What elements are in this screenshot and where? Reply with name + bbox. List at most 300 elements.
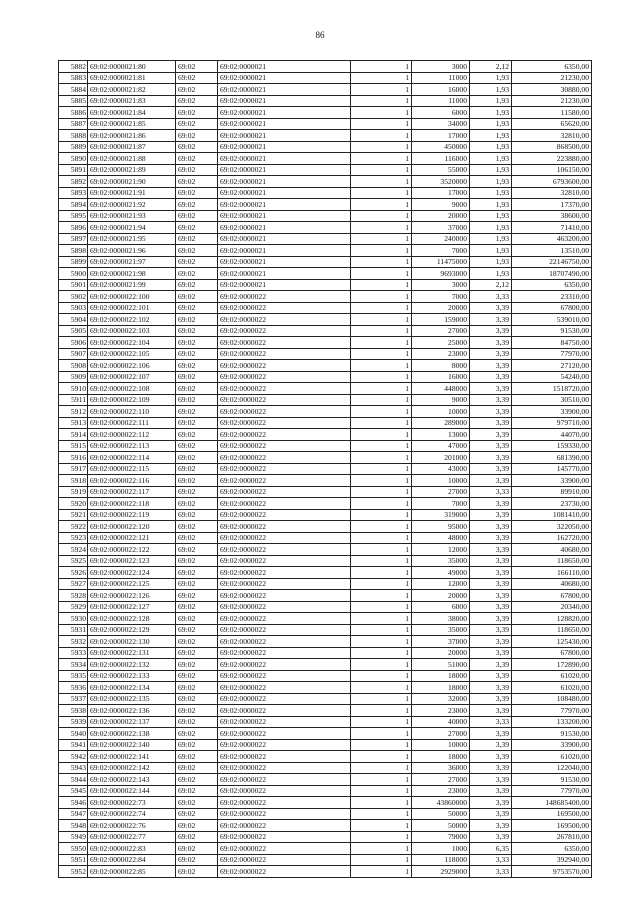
cadastral-number-cell: 69:02:0000022:142 (88, 762, 176, 774)
cadastral-number-cell: 69:02:0000022:83 (88, 843, 176, 855)
rate-cell: 1,93 (470, 107, 512, 119)
cadastral-quarter-cell: 69:02:0000022 (218, 624, 351, 636)
count-cell: 1 (351, 164, 412, 176)
district-code-cell: 69:02 (176, 509, 218, 521)
district-code-cell: 69:02 (176, 601, 218, 613)
area-cell: 3520000 (412, 176, 470, 188)
value-cell: 145770,00 (512, 463, 592, 475)
rate-cell: 1,93 (470, 222, 512, 234)
table-row (59, 233, 592, 245)
row-number-cell: 5895 (59, 210, 88, 222)
district-code-cell: 69:02 (176, 751, 218, 763)
cadastral-number-cell: 69:02:0000021:98 (88, 268, 176, 280)
cadastral-quarter-cell: 69:02:0000021 (218, 245, 351, 257)
rate-cell: 3,39 (470, 509, 512, 521)
value-cell: 23310,00 (512, 291, 592, 303)
table-row (59, 854, 592, 866)
table-row (59, 118, 592, 130)
table-row (59, 429, 592, 441)
rate-cell: 3,39 (470, 659, 512, 671)
cadastral-quarter-cell: 69:02:0000021 (218, 141, 351, 153)
table-row (59, 394, 592, 406)
area-cell: 20000 (412, 647, 470, 659)
district-code-cell: 69:02 (176, 486, 218, 498)
value-cell: 77970,00 (512, 705, 592, 717)
area-cell: 17000 (412, 187, 470, 199)
value-cell: 172890,00 (512, 659, 592, 671)
area-cell: 23000 (412, 705, 470, 717)
count-cell: 1 (351, 475, 412, 487)
count-cell: 1 (351, 383, 412, 395)
area-cell: 2929000 (412, 866, 470, 878)
cadastral-quarter-cell: 69:02:0000022 (218, 509, 351, 521)
area-cell: 79000 (412, 831, 470, 843)
district-code-cell: 69:02 (176, 808, 218, 820)
rate-cell: 6,35 (470, 843, 512, 855)
cadastral-quarter-cell: 69:02:0000022 (218, 360, 351, 372)
rate-cell: 3,33 (470, 486, 512, 498)
rate-cell: 3,39 (470, 498, 512, 510)
cadastral-number-cell: 69:02:0000022:100 (88, 291, 176, 303)
count-cell: 1 (351, 498, 412, 510)
count-cell: 1 (351, 107, 412, 119)
rate-cell: 3,39 (470, 360, 512, 372)
row-number-cell: 5885 (59, 95, 88, 107)
cadastral-number-cell: 69:02:0000021:89 (88, 164, 176, 176)
count-cell: 1 (351, 831, 412, 843)
table-row (59, 693, 592, 705)
table-row (59, 406, 592, 418)
cadastral-number-cell: 69:02:0000022:130 (88, 636, 176, 648)
row-number-cell: 5943 (59, 762, 88, 774)
cadastral-number-cell: 69:02:0000022:109 (88, 394, 176, 406)
count-cell: 1 (351, 774, 412, 786)
cadastral-number-cell: 69:02:0000022:113 (88, 440, 176, 452)
value-cell: 22146750,00 (512, 256, 592, 268)
value-cell: 6350,00 (512, 61, 592, 73)
cadastral-quarter-cell: 69:02:0000022 (218, 820, 351, 832)
table-row (59, 601, 592, 613)
count-cell: 1 (351, 360, 412, 372)
count-cell: 1 (351, 268, 412, 280)
table-row (59, 774, 592, 786)
rate-cell: 1,93 (470, 95, 512, 107)
cadastral-quarter-cell: 69:02:0000022 (218, 785, 351, 797)
district-code-cell: 69:02 (176, 544, 218, 556)
value-cell: 267810,00 (512, 831, 592, 843)
cadastral-number-cell: 69:02:0000022:108 (88, 383, 176, 395)
cadastral-quarter-cell: 69:02:0000022 (218, 774, 351, 786)
table-body (59, 61, 592, 878)
rate-cell: 3,39 (470, 670, 512, 682)
cadastral-number-cell: 69:02:0000022:110 (88, 406, 176, 418)
table-row (59, 383, 592, 395)
count-cell: 1 (351, 314, 412, 326)
count-cell: 1 (351, 406, 412, 418)
cadastral-quarter-cell: 69:02:0000022 (218, 843, 351, 855)
table-row (59, 199, 592, 211)
value-cell: 18707490,00 (512, 268, 592, 280)
district-code-cell: 69:02 (176, 256, 218, 268)
count-cell: 1 (351, 141, 412, 153)
area-cell: 10000 (412, 406, 470, 418)
cadastral-quarter-cell: 69:02:0000022 (218, 797, 351, 809)
area-cell: 13000 (412, 429, 470, 441)
rate-cell: 1,93 (470, 268, 512, 280)
cadastral-quarter-cell: 69:02:0000022 (218, 463, 351, 475)
cadastral-number-cell: 69:02:0000022:107 (88, 371, 176, 383)
cadastral-number-cell: 69:02:0000021:83 (88, 95, 176, 107)
row-number-cell: 5920 (59, 498, 88, 510)
cadastral-quarter-cell: 69:02:0000022 (218, 670, 351, 682)
district-code-cell: 69:02 (176, 61, 218, 73)
cadastral-number-cell: 69:02:0000021:96 (88, 245, 176, 257)
cadastral-number-cell: 69:02:0000022:112 (88, 429, 176, 441)
row-number-cell: 5939 (59, 716, 88, 728)
value-cell: 979710,00 (512, 417, 592, 429)
area-cell: 37000 (412, 222, 470, 234)
value-cell: 9753570,00 (512, 866, 592, 878)
row-number-cell: 5915 (59, 440, 88, 452)
row-number-cell: 5934 (59, 659, 88, 671)
rate-cell: 3,39 (470, 693, 512, 705)
district-code-cell: 69:02 (176, 716, 218, 728)
cadastral-quarter-cell: 69:02:0000022 (218, 613, 351, 625)
cadastral-number-cell: 69:02:0000021:91 (88, 187, 176, 199)
area-cell: 116000 (412, 153, 470, 165)
count-cell: 1 (351, 187, 412, 199)
count-cell: 1 (351, 176, 412, 188)
cadastral-quarter-cell: 69:02:0000022 (218, 854, 351, 866)
value-cell: 1518720,00 (512, 383, 592, 395)
row-number-cell: 5951 (59, 854, 88, 866)
cadastral-number-cell: 69:02:0000022:124 (88, 567, 176, 579)
area-cell: 25000 (412, 337, 470, 349)
table-row (59, 555, 592, 567)
count-cell: 1 (351, 84, 412, 96)
area-cell: 18000 (412, 682, 470, 694)
table-row (59, 360, 592, 372)
count-cell: 1 (351, 337, 412, 349)
rate-cell: 3,39 (470, 636, 512, 648)
row-number-cell: 5907 (59, 348, 88, 360)
count-cell: 1 (351, 210, 412, 222)
rate-cell: 3,39 (470, 302, 512, 314)
district-code-cell: 69:02 (176, 567, 218, 579)
area-cell: 7000 (412, 498, 470, 510)
cadastral-quarter-cell: 69:02:0000022 (218, 590, 351, 602)
cadastral-quarter-cell: 69:02:0000022 (218, 555, 351, 567)
value-cell: 67800,00 (512, 302, 592, 314)
cadastral-number-cell: 69:02:0000022:138 (88, 728, 176, 740)
cadastral-quarter-cell: 69:02:0000022 (218, 325, 351, 337)
rate-cell: 3,39 (470, 797, 512, 809)
count-cell: 1 (351, 452, 412, 464)
row-number-cell: 5931 (59, 624, 88, 636)
district-code-cell: 69:02 (176, 245, 218, 257)
rate-cell: 3,39 (470, 751, 512, 763)
area-cell: 20000 (412, 302, 470, 314)
district-code-cell: 69:02 (176, 785, 218, 797)
area-cell: 50000 (412, 808, 470, 820)
rate-cell: 3,39 (470, 452, 512, 464)
district-code-cell: 69:02 (176, 268, 218, 280)
rate-cell: 3,39 (470, 774, 512, 786)
district-code-cell: 69:02 (176, 682, 218, 694)
count-cell: 1 (351, 578, 412, 590)
count-cell: 1 (351, 325, 412, 337)
table-row (59, 843, 592, 855)
cadastral-quarter-cell: 69:02:0000022 (218, 705, 351, 717)
value-cell: 148685400,00 (512, 797, 592, 809)
row-number-cell: 5948 (59, 820, 88, 832)
count-cell: 1 (351, 245, 412, 257)
cadastral-quarter-cell: 69:02:0000022 (218, 348, 351, 360)
value-cell: 40680,00 (512, 544, 592, 556)
district-code-cell: 69:02 (176, 118, 218, 130)
row-number-cell: 5886 (59, 107, 88, 119)
district-code-cell: 69:02 (176, 222, 218, 234)
row-number-cell: 5918 (59, 475, 88, 487)
table-row (59, 176, 592, 188)
row-number-cell: 5903 (59, 302, 88, 314)
area-cell: 35000 (412, 555, 470, 567)
cadastral-quarter-cell: 69:02:0000022 (218, 693, 351, 705)
value-cell: 38600,00 (512, 210, 592, 222)
cadastral-number-cell: 69:02:0000022:76 (88, 820, 176, 832)
count-cell: 1 (351, 854, 412, 866)
cadastral-number-cell: 69:02:0000021:82 (88, 84, 176, 96)
rate-cell: 3,39 (470, 463, 512, 475)
row-number-cell: 5892 (59, 176, 88, 188)
rate-cell: 3,39 (470, 337, 512, 349)
area-cell: 6000 (412, 601, 470, 613)
area-cell: 6000 (412, 107, 470, 119)
row-number-cell: 5910 (59, 383, 88, 395)
value-cell: 162720,00 (512, 532, 592, 544)
value-cell: 122040,00 (512, 762, 592, 774)
cadastral-number-cell: 69:02:0000022:143 (88, 774, 176, 786)
value-cell: 463200,00 (512, 233, 592, 245)
count-cell: 1 (351, 670, 412, 682)
count-cell: 1 (351, 256, 412, 268)
table-row (59, 348, 592, 360)
district-code-cell: 69:02 (176, 636, 218, 648)
value-cell: 166110,00 (512, 567, 592, 579)
count-cell: 1 (351, 624, 412, 636)
rate-cell: 3,39 (470, 728, 512, 740)
table-row (59, 751, 592, 763)
value-cell: 392940,00 (512, 854, 592, 866)
table-row (59, 314, 592, 326)
area-cell: 27000 (412, 325, 470, 337)
rate-cell: 3,39 (470, 739, 512, 751)
cadastral-number-cell: 69:02:0000022:131 (88, 647, 176, 659)
value-cell: 17370,00 (512, 199, 592, 211)
cadastral-quarter-cell: 69:02:0000022 (218, 601, 351, 613)
area-cell: 20000 (412, 590, 470, 602)
area-cell: 50000 (412, 820, 470, 832)
cadastral-quarter-cell: 69:02:0000021 (218, 153, 351, 165)
cadastral-number-cell: 69:02:0000021:95 (88, 233, 176, 245)
count-cell: 1 (351, 509, 412, 521)
table-row (59, 866, 592, 878)
count-cell: 1 (351, 797, 412, 809)
cadastral-number-cell: 69:02:0000022:103 (88, 325, 176, 337)
cadastral-number-cell: 69:02:0000022:129 (88, 624, 176, 636)
cadastral-number-cell: 69:02:0000022:132 (88, 659, 176, 671)
count-cell: 1 (351, 61, 412, 73)
area-cell: 9693000 (412, 268, 470, 280)
value-cell: 169500,00 (512, 808, 592, 820)
count-cell: 1 (351, 601, 412, 613)
table-row (59, 72, 592, 84)
count-cell: 1 (351, 222, 412, 234)
value-cell: 23730,00 (512, 498, 592, 510)
table-row (59, 475, 592, 487)
cadastral-number-cell: 69:02:0000022:126 (88, 590, 176, 602)
row-number-cell: 5904 (59, 314, 88, 326)
table-row (59, 739, 592, 751)
table-row (59, 187, 592, 199)
table-row (59, 130, 592, 142)
table-row (59, 337, 592, 349)
table-row (59, 279, 592, 291)
rate-cell: 3,39 (470, 601, 512, 613)
cadastral-quarter-cell: 69:02:0000022 (218, 302, 351, 314)
table-row (59, 509, 592, 521)
row-number-cell: 5921 (59, 509, 88, 521)
area-cell: 3000 (412, 279, 470, 291)
count-cell: 1 (351, 532, 412, 544)
table-row (59, 659, 592, 671)
row-number-cell: 5888 (59, 130, 88, 142)
area-cell: 8000 (412, 360, 470, 372)
district-code-cell: 69:02 (176, 360, 218, 372)
row-number-cell: 5899 (59, 256, 88, 268)
district-code-cell: 69:02 (176, 176, 218, 188)
row-number-cell: 5917 (59, 463, 88, 475)
rate-cell: 3,33 (470, 854, 512, 866)
cadastral-number-cell: 69:02:0000022:116 (88, 475, 176, 487)
value-cell: 32810,00 (512, 130, 592, 142)
area-cell: 40000 (412, 716, 470, 728)
area-cell: 55000 (412, 164, 470, 176)
district-code-cell: 69:02 (176, 797, 218, 809)
rate-cell: 3,39 (470, 785, 512, 797)
district-code-cell: 69:02 (176, 463, 218, 475)
value-cell: 77970,00 (512, 785, 592, 797)
count-cell: 1 (351, 659, 412, 671)
cadastral-quarter-cell: 69:02:0000022 (218, 406, 351, 418)
row-number-cell: 5944 (59, 774, 88, 786)
row-number-cell: 5909 (59, 371, 88, 383)
cadastral-quarter-cell: 69:02:0000022 (218, 532, 351, 544)
cadastral-number-cell: 69:02:0000022:133 (88, 670, 176, 682)
value-cell: 44070,00 (512, 429, 592, 441)
cadastral-quarter-cell: 69:02:0000021 (218, 118, 351, 130)
table-row (59, 256, 592, 268)
rate-cell: 3,39 (470, 808, 512, 820)
cadastral-number-cell: 69:02:0000021:88 (88, 153, 176, 165)
value-cell: 54240,00 (512, 371, 592, 383)
value-cell: 1081410,00 (512, 509, 592, 521)
cadastral-quarter-cell: 69:02:0000021 (218, 233, 351, 245)
value-cell: 33900,00 (512, 475, 592, 487)
row-number-cell: 5906 (59, 337, 88, 349)
count-cell: 1 (351, 785, 412, 797)
value-cell: 118650,00 (512, 624, 592, 636)
cadastral-quarter-cell: 69:02:0000022 (218, 429, 351, 441)
table-row (59, 613, 592, 625)
area-cell: 10000 (412, 739, 470, 751)
cadastral-quarter-cell: 69:02:0000022 (218, 728, 351, 740)
count-cell: 1 (351, 682, 412, 694)
row-number-cell: 5912 (59, 406, 88, 418)
cadastral-number-cell: 69:02:0000021:86 (88, 130, 176, 142)
row-number-cell: 5911 (59, 394, 88, 406)
count-cell: 1 (351, 95, 412, 107)
table-row (59, 222, 592, 234)
district-code-cell: 69:02 (176, 532, 218, 544)
district-code-cell: 69:02 (176, 337, 218, 349)
area-cell: 47000 (412, 440, 470, 452)
area-cell: 448000 (412, 383, 470, 395)
district-code-cell: 69:02 (176, 141, 218, 153)
row-number-cell: 5884 (59, 84, 88, 96)
row-number-cell: 5890 (59, 153, 88, 165)
count-cell: 1 (351, 394, 412, 406)
value-cell: 128820,00 (512, 613, 592, 625)
area-cell: 23000 (412, 348, 470, 360)
district-code-cell: 69:02 (176, 153, 218, 165)
count-cell: 1 (351, 739, 412, 751)
cadastral-quarter-cell: 69:02:0000021 (218, 222, 351, 234)
count-cell: 1 (351, 728, 412, 740)
area-cell: 319000 (412, 509, 470, 521)
rate-cell: 2,12 (470, 61, 512, 73)
table-row (59, 107, 592, 119)
value-cell: 6350,00 (512, 843, 592, 855)
table-row (59, 302, 592, 314)
row-number-cell: 5887 (59, 118, 88, 130)
rate-cell: 3,39 (470, 371, 512, 383)
count-cell: 1 (351, 590, 412, 602)
district-code-cell: 69:02 (176, 613, 218, 625)
area-cell: 49000 (412, 567, 470, 579)
area-cell: 11000 (412, 95, 470, 107)
cadastral-quarter-cell: 69:02:0000022 (218, 417, 351, 429)
cadastral-quarter-cell: 69:02:0000021 (218, 256, 351, 268)
cadastral-number-cell: 69:02:0000022:119 (88, 509, 176, 521)
rate-cell: 3,39 (470, 521, 512, 533)
table-row (59, 371, 592, 383)
value-cell: 21230,00 (512, 95, 592, 107)
cadastral-number-cell: 69:02:0000022:121 (88, 532, 176, 544)
area-cell: 35000 (412, 624, 470, 636)
area-cell: 16000 (412, 84, 470, 96)
row-number-cell: 5932 (59, 636, 88, 648)
value-cell: 6350,00 (512, 279, 592, 291)
district-code-cell: 69:02 (176, 647, 218, 659)
value-cell: 61020,00 (512, 682, 592, 694)
area-cell: 240000 (412, 233, 470, 245)
cadastral-number-cell: 69:02:0000022:118 (88, 498, 176, 510)
district-code-cell: 69:02 (176, 555, 218, 567)
value-cell: 91530,00 (512, 325, 592, 337)
row-number-cell: 5897 (59, 233, 88, 245)
area-cell: 95000 (412, 521, 470, 533)
